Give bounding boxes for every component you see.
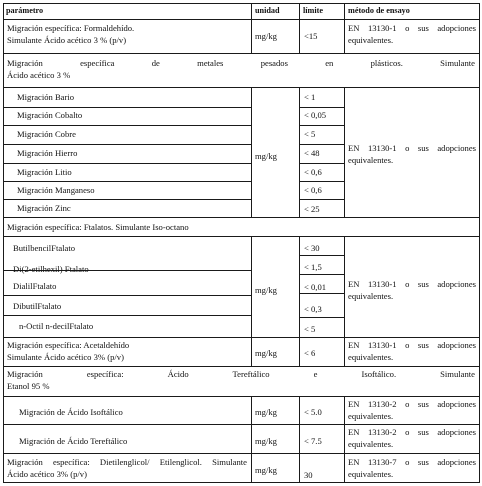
isoftalico-limite: < 5.0 [304, 407, 322, 417]
column-divider [344, 3, 345, 54]
column-divider [344, 87, 345, 218]
metales-unidad: mg/kg [255, 151, 277, 161]
row-divider [3, 107, 251, 108]
tereftalico-metodo-line2: equivalentes. [348, 439, 394, 449]
row-divider [3, 144, 251, 145]
row-divider [3, 315, 251, 316]
acetaldehido-line2: Simulante Ácido acético 3% (p/v) [7, 352, 124, 362]
specifications-table [3, 3, 480, 483]
ftalato-name: ButilbencilFtalato [13, 243, 76, 253]
metales-metodo-line2: equivalentes. [348, 155, 394, 165]
row-divider [3, 163, 251, 164]
row-divider [3, 125, 251, 126]
row-divider [299, 144, 344, 145]
formaldehido-metodo-line2: equivalentes. [348, 35, 394, 45]
row-divider [299, 163, 344, 164]
acetaldehido-limite: < 6 [304, 348, 316, 358]
row-divider [3, 337, 480, 338]
column-divider [299, 3, 300, 54]
ftalato-name: DibutilFtalato [13, 301, 62, 311]
row-divider [299, 255, 344, 256]
row-divider [3, 199, 251, 200]
column-divider [344, 236, 345, 367]
metales-metodo-line1: EN 13130-1 o sus adopciones [348, 143, 476, 153]
row-divider [299, 274, 344, 275]
metal-name: Migración Bario [17, 92, 75, 102]
glicoles-line2: Ácido acético 3% (p/v) [7, 469, 87, 479]
table-border-top [3, 3, 480, 4]
isoftalico-unidad: mg/kg [255, 407, 277, 417]
column-divider [251, 236, 252, 367]
table-border-bottom [3, 482, 480, 483]
row-divider [3, 295, 251, 296]
acetaldehido-line1: Migración específica: Acetaldehído [7, 340, 130, 350]
row-divider [3, 424, 480, 425]
metal-name: Migración Cobre [17, 129, 76, 139]
glicoles-line1: Migración específica: Dietilenglicol/ Etilenglicol. Simulante [7, 457, 247, 467]
table-border-right [479, 3, 480, 483]
formaldehido-metodo-line1: EN 13130-1 o sus adopciones [348, 23, 476, 33]
metales-title-line1: Migración específica de metales pesados en plásticos. Simulante [7, 58, 475, 68]
glicoles-limite: 30 [304, 470, 313, 480]
row-divider [3, 236, 480, 237]
tereftalico-title-line2: Etanol 95 % [7, 381, 50, 391]
ftalato-name: DialilFtalato [13, 281, 57, 291]
column-divider [344, 396, 345, 483]
glicoles-metodo-line2: equivalentes. [348, 469, 394, 479]
acetaldehido-unidad: mg/kg [255, 348, 277, 358]
column-divider [299, 87, 300, 218]
metal-name: Migración Cobalto [17, 110, 83, 120]
row-divider [299, 125, 344, 126]
row-divider [3, 87, 480, 88]
ftalato-limite: < 30 [304, 243, 320, 253]
ftalato-limite: < 5 [304, 324, 316, 334]
ftalatos-unidad: mg/kg [255, 285, 277, 295]
ftalatos-metodo-line2: equivalentes. [348, 291, 394, 301]
row-divider [299, 317, 344, 318]
formaldehido-line1: Migración específica: Formaldehído. [7, 23, 135, 33]
tereftalico-limite: < 7.5 [304, 436, 322, 446]
column-divider [251, 396, 252, 483]
header-parametro: parámetro [6, 6, 44, 15]
tereftalico-unidad: mg/kg [255, 436, 277, 446]
isoftalico-metodo-line1: EN 13130-2 o sus adopciones [348, 399, 476, 409]
header-metodo: método de ensayo [348, 6, 410, 15]
metal-limite: < 5 [304, 129, 316, 139]
formaldehido-unidad: mg/kg [255, 31, 277, 41]
isoftalico-name: Migración de Ácido Isoftálico [19, 407, 123, 417]
ftalatos-metodo-line1: EN 13130-1 o sus adopciones [348, 279, 476, 289]
metal-name: Migración Manganeso [17, 185, 95, 195]
row-divider [299, 181, 344, 182]
row-divider [3, 181, 251, 182]
column-divider [251, 87, 252, 218]
acetaldehido-metodo-line1: EN 13130-1 o sus adopciones [348, 340, 476, 350]
row-divider [299, 199, 344, 200]
row-divider [3, 53, 480, 54]
column-divider [251, 3, 252, 54]
glicoles-unidad: mg/kg [255, 465, 277, 475]
table-border-left [3, 3, 4, 483]
metal-name: Migración Zinc [17, 203, 71, 213]
ftalato-limite: < 0,3 [304, 304, 322, 314]
tereftalico-name: Migración de Ácido Tereftálico [19, 436, 128, 446]
ftalato-limite: < 0,01 [304, 282, 327, 292]
row-divider [3, 366, 480, 367]
formaldehido-limite: <15 [304, 31, 318, 41]
metal-limite: < 1 [304, 92, 316, 102]
metal-limite: < 0,6 [304, 167, 322, 177]
metal-limite: < 48 [304, 148, 320, 158]
ftalato-limite: < 1,5 [304, 262, 322, 272]
isoftalico-metodo-line2: equivalentes. [348, 411, 394, 421]
header-unidad: unidad [255, 6, 280, 15]
header-limite: límite [303, 6, 324, 15]
column-divider [299, 236, 300, 367]
tereftalico-metodo-line1: EN 13130-2 o sus adopciones [348, 427, 476, 437]
ftalato-name: n-Octil n-decilFtalato [19, 321, 94, 331]
metal-limite: < 0,6 [304, 185, 322, 195]
metales-title-line2: Ácido acético 3 % [7, 70, 71, 80]
row-divider [3, 19, 480, 20]
row-divider [3, 453, 480, 454]
metal-limite: < 0,05 [304, 110, 327, 120]
tereftalico-title-line1: Migración específica: Ácido Tereftálico e Isoftálico. Simulante [7, 369, 475, 379]
row-divider [3, 217, 480, 218]
acetaldehido-metodo-line2: equivalentes. [348, 352, 394, 362]
formaldehido-line2: Simulante Ácido acético 3 % (p/v) [7, 35, 127, 45]
ftalato-name: Di(2-etilhexil) Ftalato [13, 264, 89, 274]
row-divider [299, 107, 344, 108]
glicoles-metodo-line1: EN 13130-7 o sus adopciones [348, 457, 476, 467]
ftalatos-title: Migración específica: Ftalatos. Simulante Iso-octano [7, 222, 189, 232]
metal-limite: < 25 [304, 204, 320, 214]
row-divider [3, 396, 480, 397]
metal-name: Migración Hierro [17, 148, 78, 158]
metal-name: Migración Litio [17, 167, 72, 177]
row-divider [299, 293, 344, 294]
column-divider [299, 396, 300, 483]
